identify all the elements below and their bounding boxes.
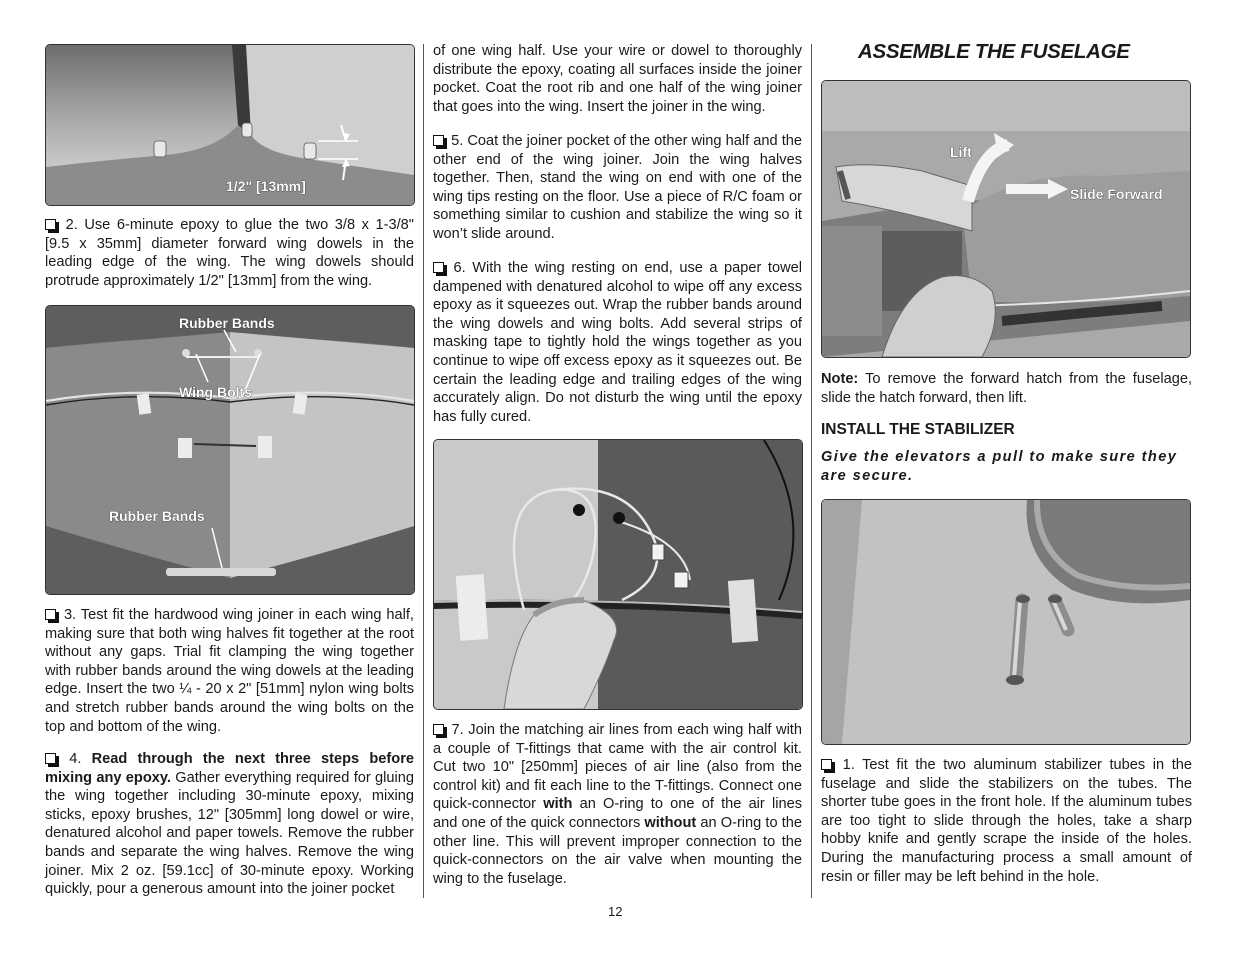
step-text: Join the matching air lines from each wing half with a couple of T-fittings that came with the air control kit. Cut two 10" [250mm] pieces of air line (also from the control kit) and fit each line to the T-fittings. Connect one quick-connector: [433, 722, 802, 813]
step-bold-text: with: [543, 796, 573, 813]
step-bold-text: without: [644, 814, 697, 831]
step-text: Test fit the hardwood wing joiner in each wing half, making sure that both wing halves fit together at the root without any gaps. Trial fit clamping the wing together with rubber bands around the wing dowels at the leading edge. Insert the two ¼ - 20 x 2" [51mm] nylon wing bolts and stretch rubber bands around the wing bolts on the top and bottom of the wing.: [45, 607, 414, 735]
checkbox-icon[interactable]: [433, 135, 444, 146]
wing-bolts-label: Wing Bolts: [179, 384, 252, 400]
step-text: an O-ring to the other line. This will prevent improper connection to the quick-connectors on the air valve when mounting the wing to the fuselage.: [433, 814, 802, 887]
photo-rubber-bands: [45, 305, 415, 595]
photo-wing-dowels: [45, 44, 415, 206]
slide-forward-label: Slide Forward: [1070, 186, 1163, 202]
checkbox-icon[interactable]: [433, 724, 444, 735]
step-4-continued: of one wing half. Use your wire or dowel to thoroughly distribute the epoxy, coating all surfaces inside the joiner pocket. Coat the root rib and one half of the wing joiner that goes into the wing. Insert the joiner in the wing.: [433, 43, 802, 115]
subheading-install-stabilizer: INSTALL THE STABILIZER: [821, 421, 1015, 438]
elevator-note: Give the elevators a pull to make sure they are secure.: [821, 449, 1178, 484]
hatch-note: [821, 370, 1192, 407]
step-number: 2.: [65, 217, 78, 233]
step-3: [45, 606, 414, 736]
column-divider: [423, 44, 424, 898]
checkbox-icon[interactable]: [45, 219, 56, 230]
column-divider: [811, 44, 812, 898]
step-number: 7.: [451, 722, 464, 738]
step-text: Coat the joiner pocket of the other wing half and the other end of the wing joiner. Join the wing halves together. Then, stand the wing on end with one of the wing tips resting on the floor. Use a piece of R/C foam or something similar to cushion and stabilize the wing so it won’t slide around.: [433, 133, 802, 242]
step-text: Test fit the two aluminum stabilizer tubes in the fuselage and slide the stabilizers on the tubes. The shorter tube goes in the front hole. If the aluminum tubes are too tight to slide through the holes, take a sharp hobby knife and gently scrape the inside of the holes. During the manufacturing process a small amount of resin or filler may be left behind in the hole.: [821, 757, 1192, 885]
stabilizer-step-1: [821, 756, 1192, 886]
step-number: 4.: [69, 751, 82, 767]
step-4: [45, 750, 414, 899]
step-2: [45, 216, 414, 290]
page-number: 12: [608, 904, 623, 919]
note-text: To remove the forward hatch from the fuselage, slide the hatch forward, then lift.: [821, 371, 1193, 406]
checkbox-icon[interactable]: [433, 262, 444, 273]
step-text: Gather everything required for gluing the wing together including 30-minute epoxy, mixing sticks, epoxy brushes, 12" [305mm] long dowel or wire, denatured alcohol and paper towels. Remove the rubber bands and separate the wing halves. Remove the wing joiner. Mix 2 oz. [59.1cc] of 30-minute epoxy. Working quickly, pour a generous amount into the joiner pocket: [45, 769, 414, 898]
photo-stabilizer-tubes: [821, 499, 1191, 745]
rubber-bands-label-bottom: Rubber Bands: [109, 508, 205, 524]
photo-air-lines: [433, 439, 803, 710]
step-5: [433, 132, 802, 244]
step-text: an O-ring to one of the air lines and one of the quick connectors: [433, 796, 802, 831]
step-text: With the wing resting on end, use a paper towel dampened with denatured alcohol to wipe off any excess epoxy as it squeezes out. Wrap the rubber bands around the wing dowels and wing bolts. Add several strips of masking tape to tightly hold the wings together as you continue to wipe off excess epoxy as it squeezes out. Be certain the leading edge and trailing edges of the wing accurately align. Do not disturb the wing until the epoxy has fully cured.: [433, 260, 802, 425]
dowel-label: 1/2" [13mm]: [226, 178, 306, 194]
step-number: 3.: [63, 607, 77, 623]
lift-label: Lift: [950, 144, 972, 160]
step-7: [433, 721, 802, 888]
section-heading: ASSEMBLE THE FUSELAGE: [858, 40, 1130, 63]
checkbox-icon[interactable]: [45, 609, 56, 620]
step-6: [433, 259, 802, 426]
step-bold-text: Read through the next three steps before mixing any epoxy.: [45, 751, 414, 786]
step-number: 1.: [842, 757, 855, 773]
step-text: Use 6-minute epoxy to glue the two 3/8 x 1-3/8" [9.5 x 35mm] diameter forward wing dowels in the leading edge of the wing. The wing dowels should protrude approximately 1/2" [13mm] from the wing.: [45, 217, 414, 289]
note-label: Note:: [821, 371, 859, 387]
checkbox-icon[interactable]: [45, 753, 56, 764]
rubber-bands-label-top: Rubber Bands: [179, 315, 275, 331]
photo-forward-hatch: [821, 80, 1191, 358]
step-number: 5.: [451, 133, 464, 149]
checkbox-icon[interactable]: [821, 759, 832, 770]
step-number: 6.: [453, 260, 466, 276]
